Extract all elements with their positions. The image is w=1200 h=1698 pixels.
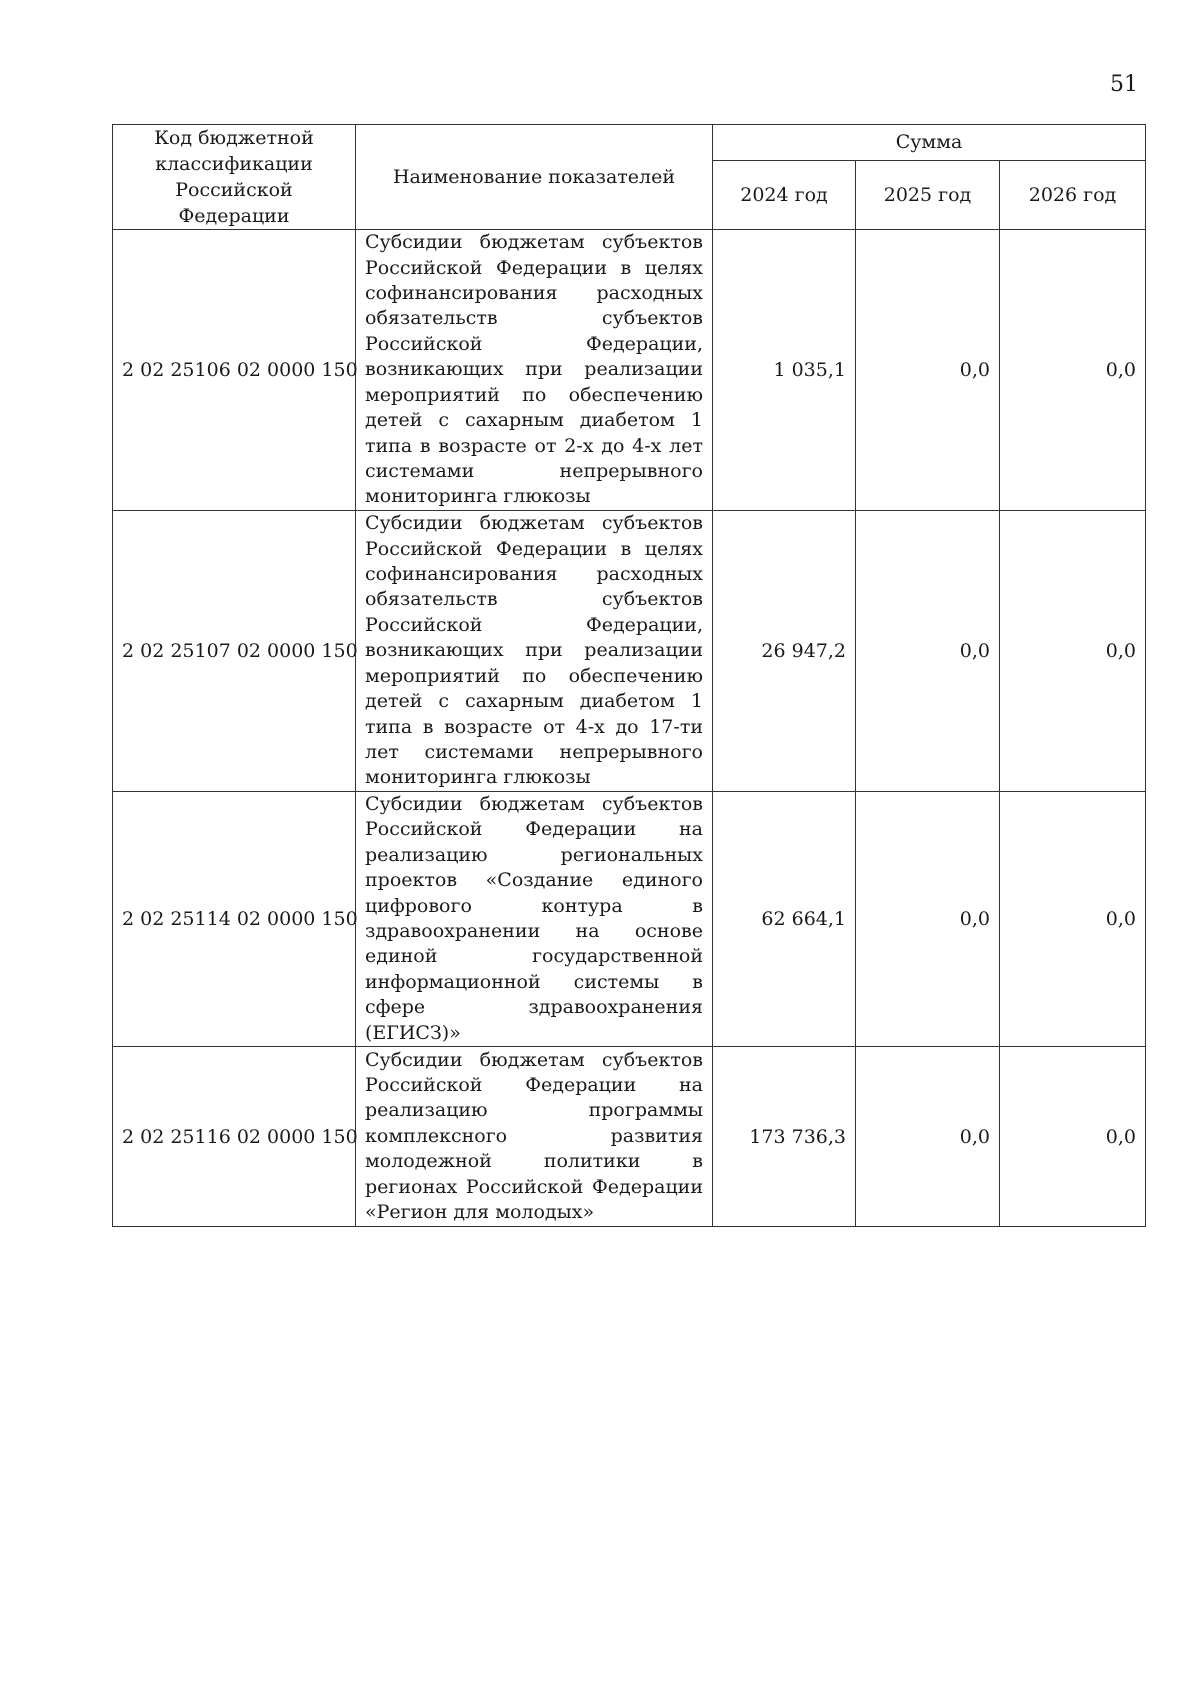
row-value-2026: 0,0 bbox=[1000, 230, 1146, 511]
row-value-2024: 26 947,2 bbox=[713, 511, 856, 792]
row-value-2026: 0,0 bbox=[1000, 1047, 1146, 1227]
row-value-2024: 62 664,1 bbox=[713, 792, 856, 1047]
row-name: Субсидии бюджетам субъектов Российской Федерации на реализацию региональных проектов «Создание единого цифрового контура в здравоохранении на основе единой государственной информационной системы в сфере здравоохранения (ЕГИСЗ)» bbox=[356, 792, 713, 1047]
row-value-2025: 0,0 bbox=[856, 230, 1000, 511]
header-year-2026: 2026 год bbox=[1000, 160, 1146, 229]
row-value-2024: 173 736,3 bbox=[713, 1047, 856, 1227]
row-value-2026: 0,0 bbox=[1000, 792, 1146, 1047]
header-code: Код бюджетной классификации Российской Федерации bbox=[113, 125, 356, 230]
table-header bbox=[113, 125, 1146, 230]
row-name: Субсидии бюджетам субъектов Российской Федерации на реализацию программы комплексного развития молодежной политики в регионах Российской Федерации «Регион для молодых» bbox=[356, 1047, 713, 1227]
header-year-2024: 2024 год bbox=[713, 160, 856, 229]
row-name: Субсидии бюджетам субъектов Российской Федерации в целях софинансирования расходных обязательств субъектов Российской Федерации, возникающих при реализации мероприятий по обеспечению детей с сахарным диабетом 1 типа в возрасте от 2-х до 4-х лет системами непрерывного мониторинга глюкозы bbox=[356, 230, 713, 511]
header-name: Наименование показателей bbox=[356, 125, 713, 230]
row-name: Субсидии бюджетам субъектов Российской Федерации в целях софинансирования расходных обязательств субъектов Российской Федерации, возникающих при реализации мероприятий по обеспечению детей с сахарным диабетом 1 типа в возрасте от 4-х до 17-ти лет системами непрерывного мониторинга глюкозы bbox=[356, 511, 713, 792]
row-value-2024: 1 035,1 bbox=[713, 230, 856, 511]
row-code: 2 02 25107 02 0000 150 bbox=[113, 511, 356, 792]
table-row bbox=[113, 792, 1146, 1047]
page-number: 51 bbox=[1110, 72, 1138, 97]
row-value-2026: 0,0 bbox=[1000, 511, 1146, 792]
table-row bbox=[113, 511, 1146, 792]
row-code: 2 02 25106 02 0000 150 bbox=[113, 230, 356, 511]
row-value-2025: 0,0 bbox=[856, 792, 1000, 1047]
budget-table bbox=[112, 124, 1146, 1227]
header-year-2025: 2025 год bbox=[856, 160, 1000, 229]
row-value-2025: 0,0 bbox=[856, 511, 1000, 792]
table-row bbox=[113, 1047, 1146, 1227]
row-code: 2 02 25116 02 0000 150 bbox=[113, 1047, 356, 1227]
row-value-2025: 0,0 bbox=[856, 1047, 1000, 1227]
header-sum: Сумма bbox=[713, 125, 1146, 161]
row-code: 2 02 25114 02 0000 150 bbox=[113, 792, 356, 1047]
table-row bbox=[113, 230, 1146, 511]
